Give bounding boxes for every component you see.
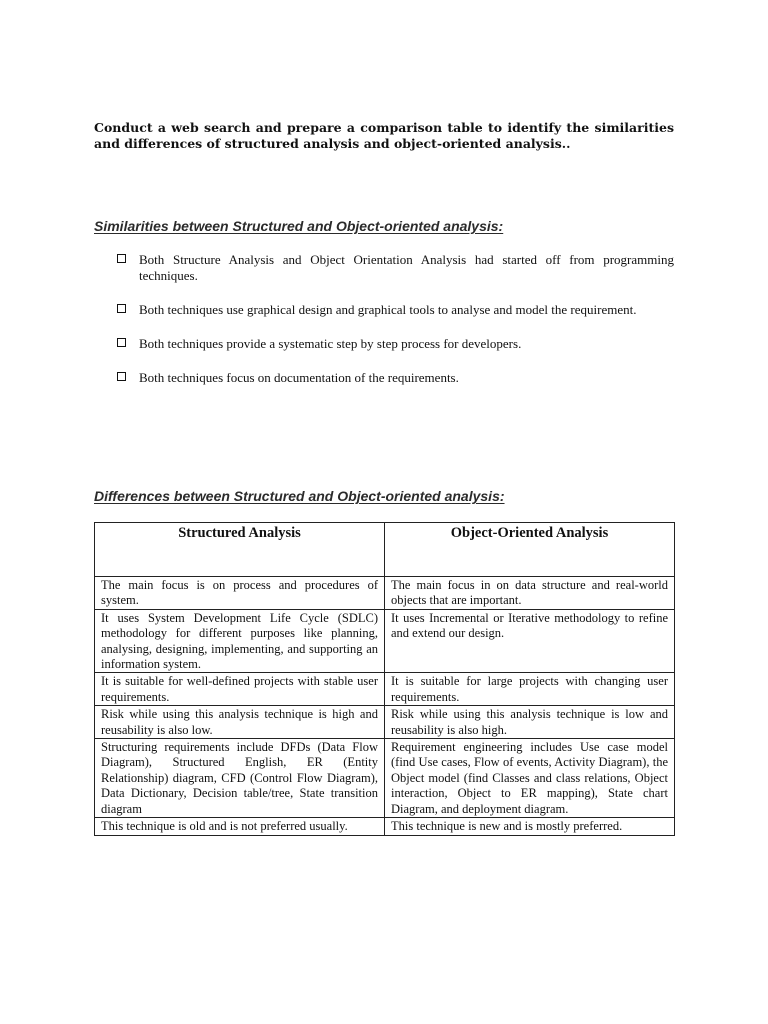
list-item-text: Both Structure Analysis and Object Orientation Analysis had started off from programming techniques.: [139, 252, 674, 283]
list-item-text: Both techniques provide a systematic step by step process for developers.: [139, 336, 522, 351]
table-cell: This technique is old and is not preferred usually.: [95, 818, 385, 835]
table-cell: The main focus is on process and procedures of system.: [95, 577, 385, 610]
list-item: [117, 302, 674, 318]
table-cell: Risk while using this analysis technique is high and reusability is also low.: [95, 706, 385, 739]
table-cell: Requirement engineering includes Use case model (find Use cases, Flow of events, Activity Diagram), the Object model (find Classes and class relations, Object interaction, Object to ER mapping), State chart Diagram, and deployment diagram.: [385, 739, 675, 818]
intro-paragraph: Conduct a web search and prepare a comparison table to identify the similarities and differences of structured analysis and object-oriented analysis..: [94, 120, 674, 151]
checkbox-bullet-icon: [117, 372, 126, 381]
table-cell: It uses Incremental or Iterative methodology to refine and extend our design.: [385, 609, 675, 673]
list-item-text: Both techniques use graphical design and graphical tools to analyse and model the requirement.: [139, 302, 637, 317]
table-header-row: [95, 523, 675, 577]
similarities-heading: Similarities between Structured and Object-oriented analysis:: [94, 218, 504, 234]
table-cell: It is suitable for large projects with changing user requirements.: [385, 673, 675, 706]
list-item: [117, 252, 674, 284]
table-row: [95, 739, 675, 818]
table-cell: The main focus in on data structure and real-world objects that are important.: [385, 577, 675, 610]
list-item-text: Both techniques focus on documentation of the requirements.: [139, 370, 459, 385]
list-item: [117, 336, 674, 352]
table-row: [95, 577, 675, 610]
checkbox-bullet-icon: [117, 254, 126, 263]
column-header-object-oriented: Object-Oriented Analysis: [385, 523, 675, 577]
table-cell: Risk while using this analysis technique is low and reusability is also high.: [385, 706, 675, 739]
list-item: [117, 370, 674, 386]
checkbox-bullet-icon: [117, 304, 126, 313]
table-cell: It uses System Development Life Cycle (SDLC) methodology for different purposes like planning, analysing, designing, implementing, and supporting an information system.: [95, 609, 385, 673]
comparison-table: [94, 522, 675, 836]
table-row: [95, 673, 675, 706]
checkbox-bullet-icon: [117, 338, 126, 347]
differences-heading: Differences between Structured and Object-oriented analysis:: [94, 488, 505, 504]
table-cell: It is suitable for well-defined projects with stable user requirements.: [95, 673, 385, 706]
similarities-list: [117, 252, 674, 386]
table-row: [95, 609, 675, 673]
table-cell: This technique is new and is mostly preferred.: [385, 818, 675, 835]
table-cell: Structuring requirements include DFDs (Data Flow Diagram), Structured English, ER (Entity Relationship) diagram, CFD (Control Flow Diagram), Data Dictionary, Decision table/tree, State transition diagram: [95, 739, 385, 818]
column-header-structured: Structured Analysis: [95, 523, 385, 577]
table-row: [95, 706, 675, 739]
table-row: [95, 818, 675, 835]
